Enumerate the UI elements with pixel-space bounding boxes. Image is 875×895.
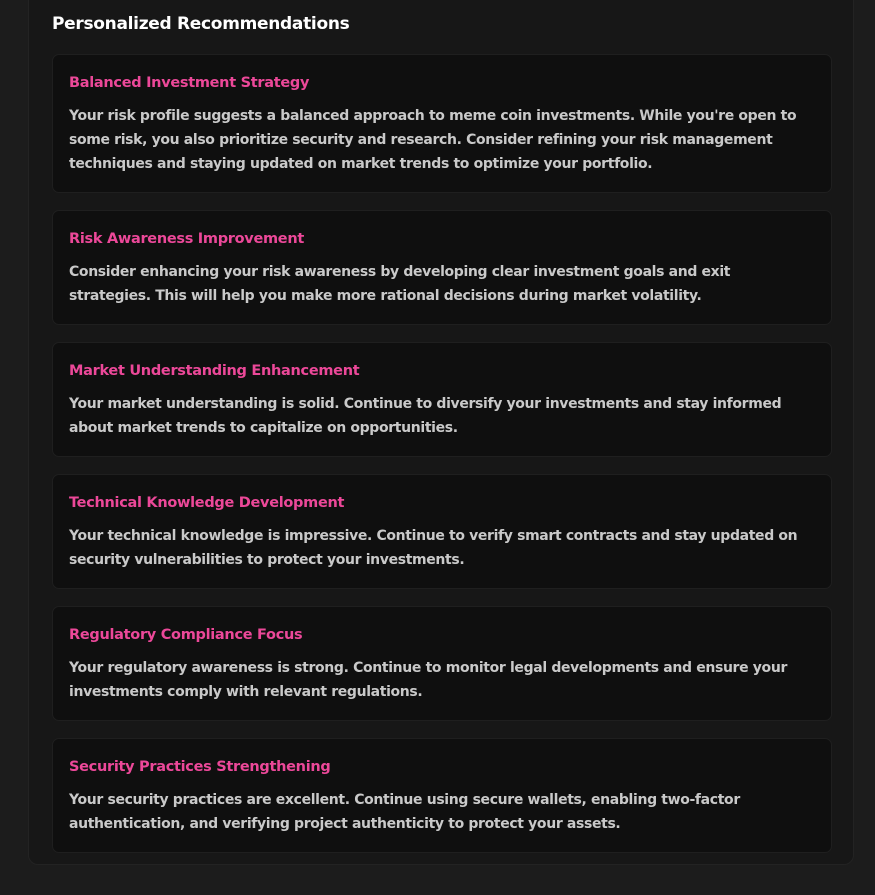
recommendation-card [52,210,832,325]
recommendation-card [52,54,832,193]
recommendation-text: Your risk profile suggests a balanced approach to meme coin investments. While you're open to some risk, you also prioritize security and research. Consider refining your risk management techniques and staying updated on market trends to optimize your portfolio. [69,108,797,172]
recommendation-title: Market Understanding Enhancement [69,363,360,379]
recommendation-title: Balanced Investment Strategy [69,75,310,91]
recommendation-title: Risk Awareness Improvement [69,231,304,247]
recommendation-title: Regulatory Compliance Focus [69,627,303,643]
recommendation-text: Your technical knowledge is impressive. Continue to verify smart contracts and stay updated on security vulnerabilities to protect your investments. [69,528,798,568]
recommendation-text: Your regulatory awareness is strong. Continue to monitor legal developments and ensure your investments comply with relevant regulations. [69,660,787,700]
section-title: Personalized Recommendations [52,14,350,34]
recommendation-text: Your security practices are excellent. Continue using secure wallets, enabling two-factor authentication, and verifying project authenticity to protect your assets. [69,792,740,832]
recommendation-title: Technical Knowledge Development [69,495,345,511]
recommendations-list [52,54,832,870]
recommendation-card [52,474,832,589]
recommendation-card [52,738,832,853]
recommendation-text: Your market understanding is solid. Continue to diversify your investments and stay informed about market trends to capitalize on opportunities. [69,396,782,436]
recommendation-text: Consider enhancing your risk awareness by developing clear investment goals and exit strategies. This will help you make more rational decisions during market volatility. [69,264,731,304]
recommendation-card [52,342,832,457]
recommendation-card [52,606,832,721]
recommendation-title: Security Practices Strengthening [69,759,331,775]
